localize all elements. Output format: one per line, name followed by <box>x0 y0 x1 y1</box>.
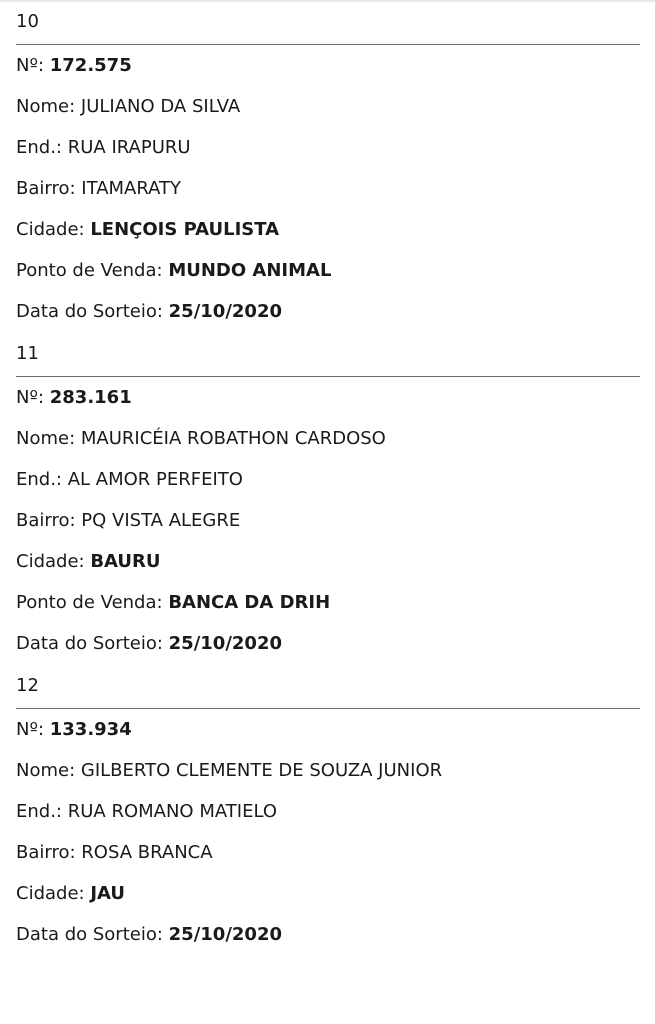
ponto-value: MUNDO ANIMAL <box>168 260 332 281</box>
bairro-label: Bairro: <box>16 842 76 863</box>
winner-entry <box>16 332 640 664</box>
nome-value: JULIANO DA SILVA <box>80 96 241 117</box>
field-data-sorteio <box>16 914 640 955</box>
field-bairro <box>16 500 640 541</box>
field-bairro <box>16 832 640 873</box>
data-label: Data do Sorteio: <box>16 633 163 654</box>
endereco-value: RUA IRAPURU <box>67 137 191 158</box>
field-numero <box>16 709 640 750</box>
field-nome <box>16 418 640 459</box>
field-nome <box>16 86 640 127</box>
ponto-label: Ponto de Venda: <box>16 592 163 613</box>
endereco-value: RUA ROMANO MATIELO <box>67 801 278 822</box>
endereco-label: End.: <box>16 469 62 490</box>
bairro-label: Bairro: <box>16 510 76 531</box>
entry-index: 10 <box>16 0 640 45</box>
field-cidade <box>16 209 640 250</box>
nome-value: GILBERTO CLEMENTE DE SOUZA JUNIOR <box>80 760 443 781</box>
nome-label: Nome: <box>16 96 76 117</box>
ponto-value: BANCA DA DRIH <box>168 592 331 613</box>
field-numero <box>16 45 640 86</box>
bairro-value: ROSA BRANCA <box>81 842 213 863</box>
numero-label: Nº: <box>16 55 45 76</box>
data-label: Data do Sorteio: <box>16 924 163 945</box>
field-ponto-de-venda <box>16 582 640 623</box>
winners-list <box>16 0 640 955</box>
nome-label: Nome: <box>16 428 76 449</box>
data-value: 25/10/2020 <box>168 924 282 945</box>
cidade-label: Cidade: <box>16 883 85 904</box>
cidade-label: Cidade: <box>16 551 85 572</box>
numero-value: 283.161 <box>49 387 132 408</box>
numero-value: 172.575 <box>49 55 132 76</box>
entry-index: 11 <box>16 332 640 377</box>
bairro-label: Bairro: <box>16 178 76 199</box>
numero-label: Nº: <box>16 387 45 408</box>
winner-entry <box>16 664 640 955</box>
numero-value: 133.934 <box>49 719 132 740</box>
data-value: 25/10/2020 <box>168 633 282 654</box>
field-bairro <box>16 168 640 209</box>
winner-entry <box>16 0 640 332</box>
field-endereco <box>16 459 640 500</box>
field-endereco <box>16 791 640 832</box>
bairro-value: ITAMARATY <box>81 178 182 199</box>
data-label: Data do Sorteio: <box>16 301 163 322</box>
data-value: 25/10/2020 <box>168 301 282 322</box>
cidade-value: JAU <box>90 883 126 904</box>
endereco-value: AL AMOR PERFEITO <box>67 469 243 490</box>
numero-label: Nº: <box>16 719 45 740</box>
field-endereco <box>16 127 640 168</box>
ponto-label: Ponto de Venda: <box>16 260 163 281</box>
field-nome <box>16 750 640 791</box>
field-cidade <box>16 541 640 582</box>
field-data-sorteio <box>16 291 640 332</box>
cidade-value: LENÇOIS PAULISTA <box>90 219 280 240</box>
endereco-label: End.: <box>16 137 62 158</box>
endereco-label: End.: <box>16 801 62 822</box>
nome-value: MAURICÉIA ROBATHON CARDOSO <box>80 428 386 449</box>
field-ponto-de-venda <box>16 250 640 291</box>
cidade-label: Cidade: <box>16 219 85 240</box>
nome-label: Nome: <box>16 760 76 781</box>
field-data-sorteio <box>16 623 640 664</box>
bairro-value: PQ VISTA ALEGRE <box>81 510 241 531</box>
cidade-value: BAURU <box>90 551 161 572</box>
field-cidade <box>16 873 640 914</box>
entry-index: 12 <box>16 664 640 709</box>
field-numero <box>16 377 640 418</box>
